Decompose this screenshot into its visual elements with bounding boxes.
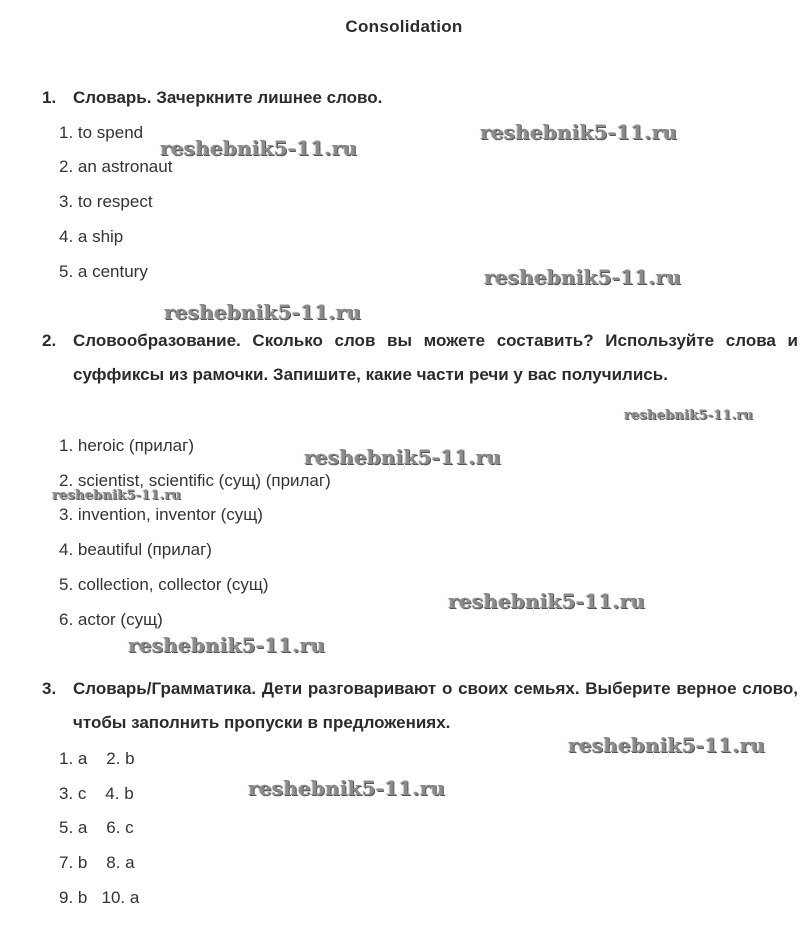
list-item: 4. a ship xyxy=(59,227,124,246)
list-item: 1. to spend xyxy=(59,123,144,142)
list-item: 3. c 4. b xyxy=(59,784,134,803)
task-instruction: Словообразование. Сколько слов вы можете составить? Используйте слова и суффиксы из рамочки. Запишите, какие части речи у вас получились. xyxy=(73,331,798,384)
task-instruction: Словарь/Грамматика. Дети разговаривают о своих семьях. Выберите верное слово, чтобы заполнить пропуски в предложениях. xyxy=(73,679,798,732)
list-item: 3. invention, inventor (сущ) xyxy=(59,505,263,524)
list-item: 9. b 10. a xyxy=(59,888,140,907)
page-title: Consolidation xyxy=(345,17,463,36)
watermark: reshebnik5-11.ru xyxy=(160,136,358,160)
watermark: reshebnik5-11.ru xyxy=(128,633,326,657)
watermark: reshebnik5-11.ru xyxy=(52,488,182,503)
task-instruction: Словарь. Зачеркните лишнее слово. xyxy=(73,88,383,107)
list-item: 2. an astronaut xyxy=(59,157,173,176)
task-number: 2. xyxy=(42,331,57,350)
task-number: 1. xyxy=(42,88,57,107)
list-item: 7. b 8. a xyxy=(59,853,135,872)
list-item: 5. a century xyxy=(59,262,148,281)
watermark: reshebnik5-11.ru xyxy=(484,265,682,289)
list-item: 1. a 2. b xyxy=(59,749,135,768)
watermark: reshebnik5-11.ru xyxy=(164,300,362,324)
list-item: 1. heroic (прилаг) xyxy=(59,436,194,455)
watermark: reshebnik5-11.ru xyxy=(480,120,678,144)
watermark: reshebnik5-11.ru xyxy=(248,776,446,800)
list-item: 5. collection, collector (сущ) xyxy=(59,575,269,594)
list-item: 3. to respect xyxy=(59,192,153,211)
list-item: 2. scientist, scientific (сущ) (прилаг) xyxy=(59,471,331,490)
watermark: reshebnik5-11.ru xyxy=(304,445,502,469)
task-3 xyxy=(42,672,798,740)
list-item: 4. beautiful (прилаг) xyxy=(59,540,212,559)
task-number: 3. xyxy=(42,679,57,698)
watermark: reshebnik5-11.ru xyxy=(448,589,646,613)
task-2 xyxy=(42,324,798,392)
watermark: reshebnik5-11.ru xyxy=(624,408,754,423)
watermark: reshebnik5-11.ru xyxy=(568,733,766,757)
list-item: 5. a 6. c xyxy=(59,818,134,837)
task-1 xyxy=(42,81,798,115)
list-item: 6. actor (сущ) xyxy=(59,610,163,629)
